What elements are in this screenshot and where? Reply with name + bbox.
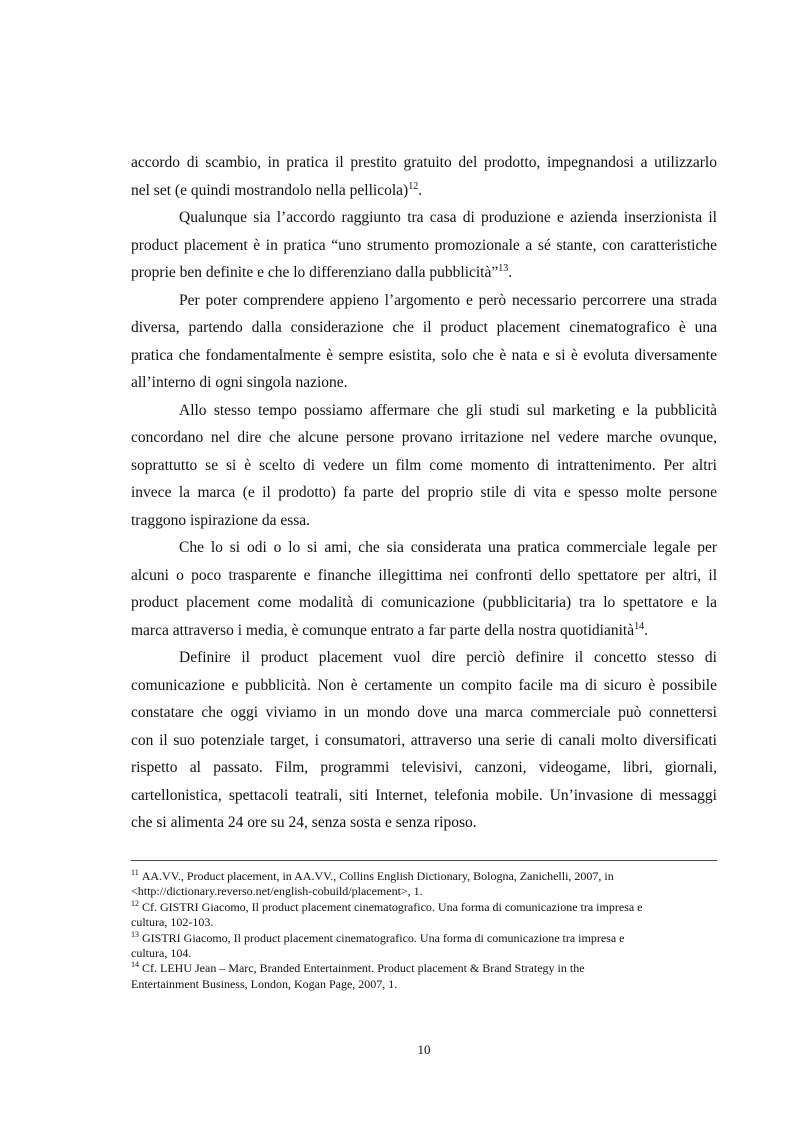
body-line: alcuni o poco trasparente e finanche illegittima nei confronti dello spettatore per altri, il: [131, 566, 717, 584]
body-line: proprie ben definite e che lo differenziano dalla pubblicità”$^{13}$.: [131, 262, 513, 281]
footnotes: [131, 869, 717, 992]
footnote-line: cultura, 104.: [131, 945, 192, 960]
paragraph: [131, 644, 717, 837]
body-line: soprattutto se si è scelto di vedere un film come momento di intrattenimento. Per altri: [131, 456, 717, 474]
footnote-ref[interactable]: 14: [634, 620, 645, 632]
body-line: nel set (e quindi mostrandolo nella pellicola)$^{12}$.: [131, 180, 423, 199]
footnote-line: $^{11}$ AA.VV., Product placement, in AA.VV., Collins English Dictionary, Bologna, Zanichelli, 2007, in: [131, 868, 614, 883]
body-line: pratica che fondamentalmente è sempre esistita, solo che è nata e si è evoluta diversamente: [131, 346, 717, 364]
footnote-number: 11: [131, 868, 139, 877]
footnote-ref[interactable]: 13: [498, 262, 509, 274]
paragraph: [131, 149, 717, 204]
page-number: 10: [417, 1042, 431, 1057]
body-line: cartellonistica, spettacoli teatrali, siti Internet, telefonia mobile. Un’invasione di messaggi: [131, 786, 717, 804]
body-text: [131, 149, 717, 837]
footnote: [131, 869, 717, 900]
paragraph: [131, 397, 717, 535]
footnote-number: 12: [131, 898, 139, 908]
body-line: accordo di scambio, in pratica il prestito gratuito del prodotto, impegnandosi a utilizzarlo: [131, 154, 717, 171]
body-line: che si alimenta 24 ore su 24, senza sosta e senza riposo.: [131, 814, 477, 831]
footnote: [131, 931, 717, 962]
footnote-separator: [131, 860, 717, 861]
footnote-line: <http://dictionary.reverso.net/english-cobuild/placement>, 1.: [131, 884, 423, 899]
body-line: diversa, partendo dalla considerazione che il product placement cinematografico è una: [131, 319, 717, 336]
body-line: comunicazione e pubblicità. Non è certamente un compito facile ma di sicuro è possibile: [131, 676, 717, 694]
paragraph: [131, 287, 717, 397]
body-line: con il suo potenziale target, i consumatori, attraverso una serie di canali molto diversificati: [131, 731, 717, 749]
footnote-line: $^{14}$ Cf. LEHU Jean – Marc, Branded Entertainment. Product placement & Brand Strategy in the: [131, 960, 585, 976]
footnote-line: cultura, 102-103.: [131, 915, 214, 930]
body-line: constatare che oggi viviamo in un mondo dove una marca commerciale può connettersi: [131, 704, 717, 721]
body-line: Definire il product placement vuol dire perciò definire il concetto stesso di: [179, 649, 717, 666]
footnote: [131, 961, 717, 992]
body-line: Allo stesso tempo possiamo affermare che gli studi sul marketing e la pubblicità: [179, 401, 717, 419]
body-line: concordano nel dire che alcune persone provano irritazione nel vedere marche ovunque,: [131, 429, 717, 446]
body-line: Qualunque sia l’accordo raggiunto tra casa di produzione e azienda inserzionista il: [179, 209, 717, 226]
footnote: [131, 900, 717, 931]
footnote-number: 14: [131, 960, 139, 970]
body-line: Per poter comprendere appieno l’argomento e però necessario percorrere una strada: [179, 291, 717, 309]
body-line: traggono ispirazione da essa.: [131, 511, 311, 529]
body-line: all’interno di ogni singola nazione.: [131, 374, 348, 391]
body-line: product placement è in pratica “uno strumento promozionale a sé stante, con caratteristiche: [131, 236, 717, 254]
paragraph: [131, 204, 717, 287]
footnote-line: Entertainment Business, London, Kogan Page, 2007, 1.: [131, 976, 398, 991]
footnote-ref[interactable]: 12: [408, 180, 419, 192]
body-line: invece la marca (e il prodotto) fa parte del proprio stile di vita e spesso molte persone: [131, 484, 717, 501]
body-line: product placement come modalità di comunicazione (pubblicitaria) tra lo spettatore e la: [131, 594, 717, 611]
footnote-number: 13: [131, 929, 139, 939]
body-line: rispetto al passato. Film, programmi televisivi, canzoni, videogame, libri, giornali,: [131, 759, 717, 776]
footnote-line: $^{12}$ Cf. GISTRI Giacomo, Il product placement cinematografico. Una forma di comunicazione tra impresa e: [131, 898, 643, 914]
paragraph: [131, 534, 717, 644]
body-line: Che lo si odi o lo si ami, che sia considerata una pratica commerciale legale per: [179, 539, 717, 556]
footnote-line: $^{13}$ GISTRI Giacomo, Il product placement cinematografico. Una forma di comunicazione tra impresa e: [131, 929, 625, 945]
body-line: marca attraverso i media, è comunque entrato a far parte della nostra quotidianità$^{14}$.: [131, 620, 648, 639]
